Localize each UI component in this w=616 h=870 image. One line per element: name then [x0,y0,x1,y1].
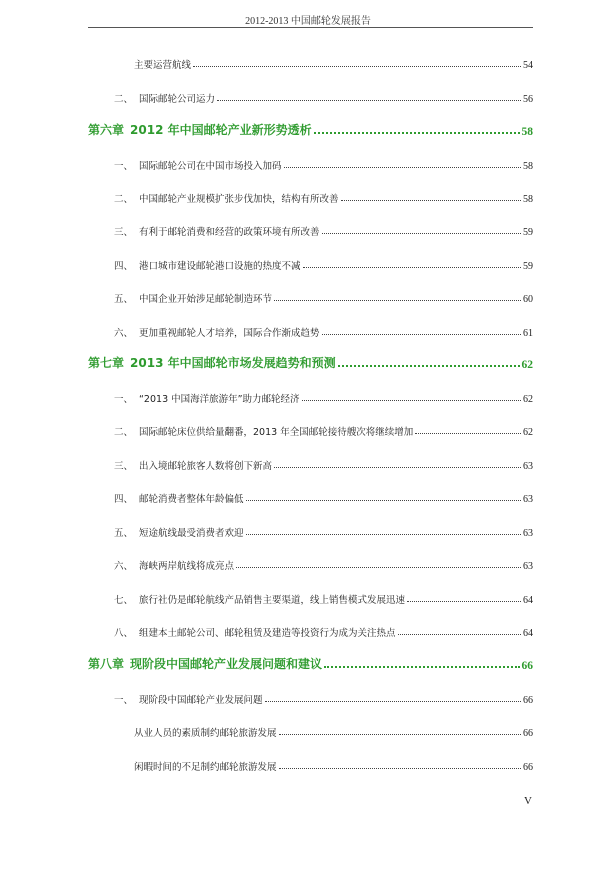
dot-leader [274,300,521,301]
dot-leader [322,233,521,234]
toc-entry[interactable] [114,189,533,205]
toc-entry-title: 国际邮轮床位供给量翻番，2013 年全国邮轮接待艘次将继续增加 [139,427,414,438]
dot-leader [407,601,521,602]
toc-entry[interactable] [114,389,533,405]
toc-entry-number: 五、 [114,294,134,305]
toc-entry[interactable] [114,222,533,238]
dot-leader [265,701,521,702]
dot-leader [314,132,520,134]
dot-leader [246,500,521,501]
toc-entry-title: 国际邮轮公司在中国市场投入加码 [139,161,282,172]
toc-entry[interactable] [114,256,533,272]
toc-entry-title: 中国企业开始涉足邮轮制造环节 [139,294,273,305]
toc-entry-title: 组建本土邮轮公司、邮轮租赁及建造等投资行为成为关注热点 [139,628,396,639]
toc-entry[interactable] [134,55,533,71]
toc-entry[interactable] [114,456,533,472]
toc-entry-page: 64 [523,628,533,639]
toc-entry[interactable] [114,489,533,505]
toc-entry-title: 闲暇时间的不足制约邮轮旅游发展 [134,762,277,773]
toc-entry-number: 五、 [114,528,134,539]
toc-entry-page: 66 [523,728,533,739]
dot-leader [341,200,521,201]
toc-entry-number: 二、 [114,427,134,438]
toc-entry[interactable] [134,723,533,739]
dot-leader [217,100,521,101]
toc-entry-title: 国际邮轮公司运力 [139,94,216,105]
toc-entry-title: 海峡两岸航线将成亮点 [139,561,235,572]
toc-chapter-title: 2012 年中国邮轮产业新形势透析 [130,123,312,137]
toc-entry-number: 三、 [114,461,134,472]
dot-leader [415,433,521,434]
toc-entry-page: 54 [523,60,533,71]
dot-leader [322,334,521,335]
dot-leader [193,66,521,67]
toc-entry-title: 更加重视邮轮人才培养，国际合作渐成趋势 [139,328,320,339]
toc-entry-title: 中国邮轮产业规模扩张步伐加快，结构有所改善 [139,194,339,205]
toc-entry[interactable] [114,523,533,539]
toc-chapter-number: 第七章 [88,356,125,370]
toc-entry-number: 四、 [114,261,134,272]
toc-chapter-title: 现阶段中国邮轮产业发展问题和建议 [130,657,323,671]
toc-chapter-title: 2013 年中国邮轮市场发展趋势和预测 [130,356,336,370]
toc-entry-page: 59 [523,261,533,272]
dot-leader [284,167,521,168]
toc-entry-page: 62 [523,427,533,438]
toc-entry-number: 一、 [114,695,134,706]
toc-entry-number: 四、 [114,494,134,505]
toc-entry-page: 58 [523,194,533,205]
toc-entry-number: 三、 [114,227,134,238]
dot-leader [398,634,521,635]
toc-entry-title: 主要运营航线 [134,60,192,71]
page-number: V [524,795,532,807]
toc-entry[interactable] [114,590,533,606]
toc-entry-number: 六、 [114,561,134,572]
running-header: 2012-2013 中国邮轮发展报告 [245,16,371,27]
toc-entry-title: 邮轮消费者整体年龄偏低 [139,494,244,505]
toc-entry[interactable] [114,89,533,105]
header-rule [88,27,533,28]
toc-entry-page: 66 [523,762,533,773]
toc-entry-title: 出入境邮轮旅客人数将创下新高 [139,461,273,472]
toc-entry-title: 短途航线最受消费者欢迎 [139,528,244,539]
dot-leader [236,567,521,568]
toc-entry-page: 63 [523,561,533,572]
toc-entry-number: 八、 [114,628,134,639]
toc-entry-page: 63 [523,494,533,505]
dot-leader [246,534,521,535]
toc-entry[interactable] [114,323,533,339]
toc-chapter-page: 66 [521,660,533,672]
toc-chapter-entry[interactable] [88,122,533,138]
toc-entry-page: 61 [523,328,533,339]
toc-entry-number: 七、 [114,595,134,606]
dot-leader [338,365,520,367]
toc-entry-title: 现阶段中国邮轮产业发展问题 [139,695,263,706]
toc-entry-number: 一、 [114,161,134,172]
toc-entry-page: 66 [523,695,533,706]
toc-entry-page: 63 [523,528,533,539]
toc-entry[interactable] [114,623,533,639]
toc-chapter-number: 第八章 [88,657,125,671]
toc-entry[interactable] [134,757,533,773]
toc-entry-page: 58 [523,161,533,172]
toc-entry-number: 二、 [114,94,134,105]
toc-entry-title: 有利于邮轮消费和经营的政策环境有所改善 [139,227,320,238]
toc-entry-number: 六、 [114,328,134,339]
toc-entry-page: 59 [523,227,533,238]
dot-leader [303,267,521,268]
toc-entry-title: 旅行社仍是邮轮航线产品销售主要渠道，线上销售模式发展迅速 [139,595,406,606]
toc-entry-number: 二、 [114,194,134,205]
toc-entry-page: 63 [523,461,533,472]
toc-chapter-entry[interactable] [88,355,533,371]
toc-entry-title: 港口城市建设邮轮港口设施的热度不减 [139,261,301,272]
dot-leader [279,734,521,735]
dot-leader [324,666,519,668]
toc-chapter-page: 58 [521,126,533,138]
dot-leader [279,768,521,769]
toc-entry-title: “2013 中国海洋旅游年”助力邮轮经济 [139,394,300,405]
toc-entry-page: 56 [523,94,533,105]
dot-leader [274,467,521,468]
toc-entry[interactable] [114,556,533,572]
toc-entry-page: 64 [523,595,533,606]
toc-entry-title: 从业人员的素质制约邮轮旅游发展 [134,728,277,739]
toc-chapter-page: 62 [521,359,533,371]
dot-leader [302,400,521,401]
toc-entry-page: 60 [523,294,533,305]
toc-entry-page: 62 [523,394,533,405]
toc-chapter-entry[interactable] [88,656,533,672]
toc-entry[interactable] [114,289,533,305]
toc-chapter-number: 第六章 [88,123,125,137]
toc-entry[interactable] [114,690,533,706]
toc-entry[interactable] [114,422,533,438]
toc-entry-number: 一、 [114,394,134,405]
toc-entry[interactable] [114,156,533,172]
